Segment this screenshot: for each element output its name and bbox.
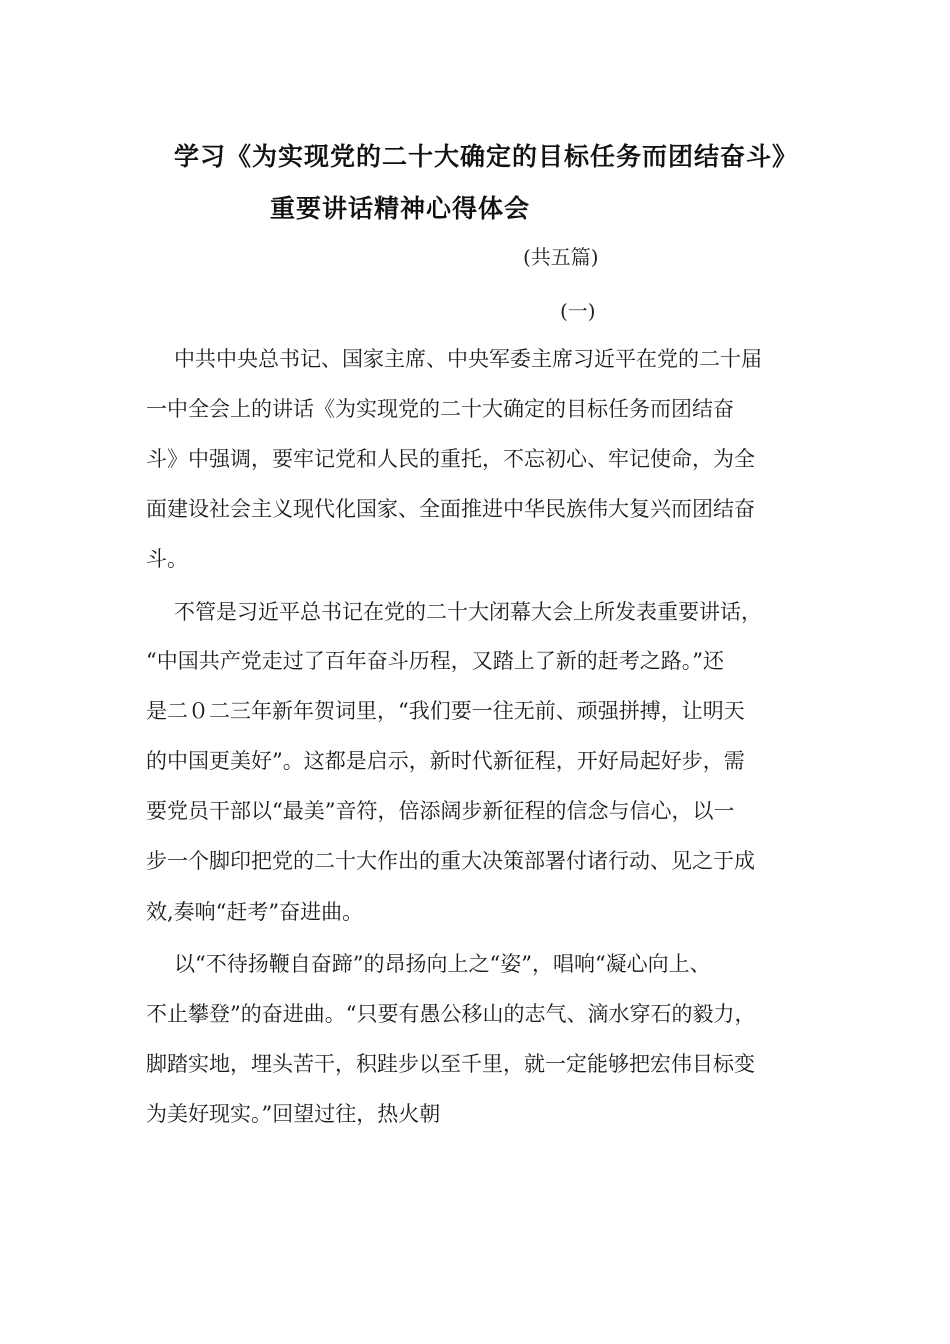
paragraph-2-line-6: 步一个脚印把党的二十大作出的重大决策部署付诸行动、见之于成 xyxy=(146,849,755,873)
paragraph-2-line-5: 要党员干部以“最美”音符，倍添阔步新征程的信念与信心，以一 xyxy=(146,799,735,823)
paragraph-1-line-1: 中共中央总书记、国家主席、中央军委主席习近平在党的二十届 xyxy=(174,347,762,371)
paragraph-3-line-1: 以“不待扬鞭自奋蹄”的昂扬向上之“姿”，唱响“凝心向上、 xyxy=(174,952,711,976)
document-title-line-2: 重要讲话精神心得体会 xyxy=(270,194,531,223)
paragraph-2-line-4: 的中国更美好”。这都是启示，新时代新征程，开好局起好步，需 xyxy=(146,749,745,773)
paragraph-1-line-4: 面建设社会主义现代化国家、全面推进中华民族伟大复兴而团结奋 xyxy=(146,497,755,521)
paragraph-1-line-2: 一中全会上的讲话《为实现党的二十大确定的目标任务而团结奋 xyxy=(146,397,734,421)
paragraph-2-line-7: 效,奏响“赶考”奋进曲。 xyxy=(146,900,364,924)
document-title-line-1: 学习《为实现党的二十大确定的目标任务而团结奋斗》 xyxy=(174,142,799,171)
paragraph-2-line-1: 不管是习近平总书记在党的二十大闭幕大会上所发表重要讲话， xyxy=(174,600,762,624)
paragraph-1-line-3: 斗》中强调，要牢记党和人民的重托，不忘初心、牢记使命，为全 xyxy=(146,447,755,471)
paragraph-3-line-2: 不止攀登”的奋进曲。“只要有愚公移山的志气、滴水穿石的毅力， xyxy=(146,1002,756,1026)
paragraph-3-line-3: 脚踏实地，埋头苦干，积跬步以至千里，就一定能够把宏伟目标变 xyxy=(146,1052,755,1076)
paragraph-1-line-5: 斗。 xyxy=(146,547,188,571)
section-number: (一) xyxy=(560,299,596,323)
paragraph-2-line-3: 是二０二三年新年贺词里，“我们要一往无前、顽强拼搏，让明天 xyxy=(146,699,745,723)
article-count: (共五篇) xyxy=(523,245,599,269)
paragraph-2-line-2: “中国共产党走过了百年奋斗历程，又踏上了新的赶考之路。”还 xyxy=(146,649,724,673)
paragraph-3-line-4: 为美好现实。”回望过往，热火朝 xyxy=(146,1102,441,1126)
